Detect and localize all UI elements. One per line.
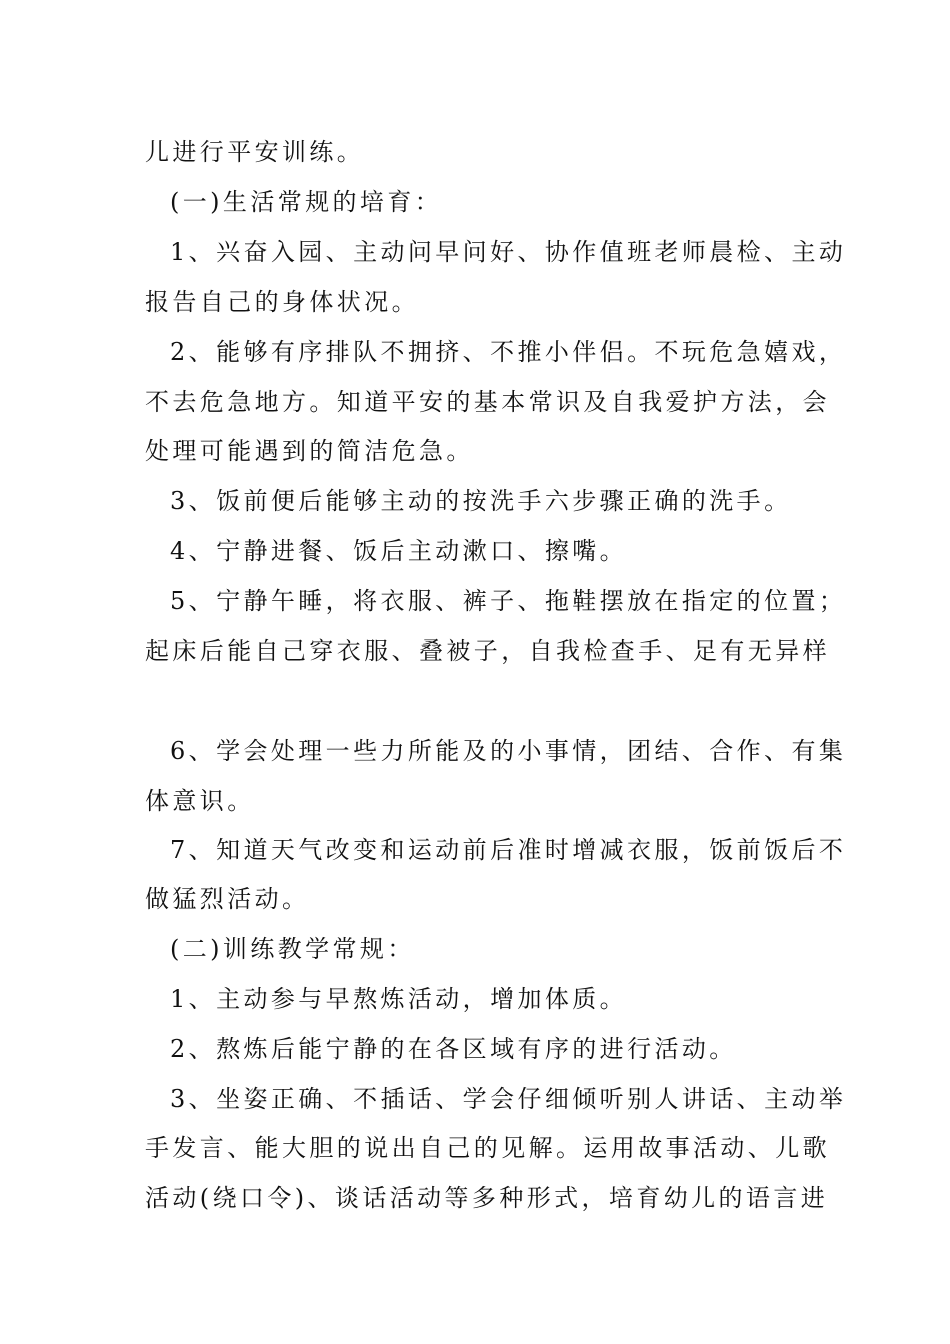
text-line: 2、能够有序排队不拥挤、不推小伴侣。不玩危急嬉戏， — [170, 338, 847, 366]
section-heading: (二)训练教学常规： — [170, 935, 415, 963]
text-line: 7、知道天气改变和运动前后准时增减衣服，饭前饭后不 — [170, 836, 847, 864]
text-line: 1、兴奋入园、主动问早问好、协作值班老师晨检、主动 — [170, 238, 847, 266]
text-line: 起床后能自己穿衣服、叠被子，自我检查手、足有无异样 — [145, 637, 830, 665]
text-line: 做猛烈活动。 — [145, 885, 310, 913]
text-line: 儿进行平安训练。 — [145, 138, 365, 166]
text-line: 报告自己的身体状况。 — [145, 288, 419, 316]
text-line: 6、学会处理一些力所能及的小事情，团结、合作、有集 — [170, 737, 847, 765]
text-line: 3、坐姿正确、不插话、学会仔细倾听别人讲话、主动举 — [170, 1085, 847, 1113]
text-line: 5、宁静午睡，将衣服、裤子、拖鞋摆放在指定的位置； — [170, 587, 847, 615]
text-line: 不去危急地方。知道平安的基本常识及自我爱护方法，会 — [145, 388, 830, 416]
text-line: 手发言、能大胆的说出自己的见解。运用故事活动、儿歌 — [145, 1134, 830, 1162]
text-line: 3、饭前便后能够主动的按洗手六步骤正确的洗手。 — [170, 487, 792, 515]
text-line: 4、宁静进餐、饭后主动漱口、擦嘴。 — [170, 537, 628, 565]
text-line: 处理可能遇到的简洁危急。 — [145, 437, 474, 465]
text-line: 1、主动参与早熬炼活动，增加体质。 — [170, 985, 628, 1013]
text-line: 活动(绕口令)、谈话活动等多种形式，培育幼儿的语言进 — [145, 1184, 829, 1212]
text-line: 体意识。 — [145, 787, 255, 815]
section-heading: (一)生活常规的培育： — [170, 188, 443, 216]
text-line: 2、熬炼后能宁静的在各区域有序的进行活动。 — [170, 1035, 737, 1063]
